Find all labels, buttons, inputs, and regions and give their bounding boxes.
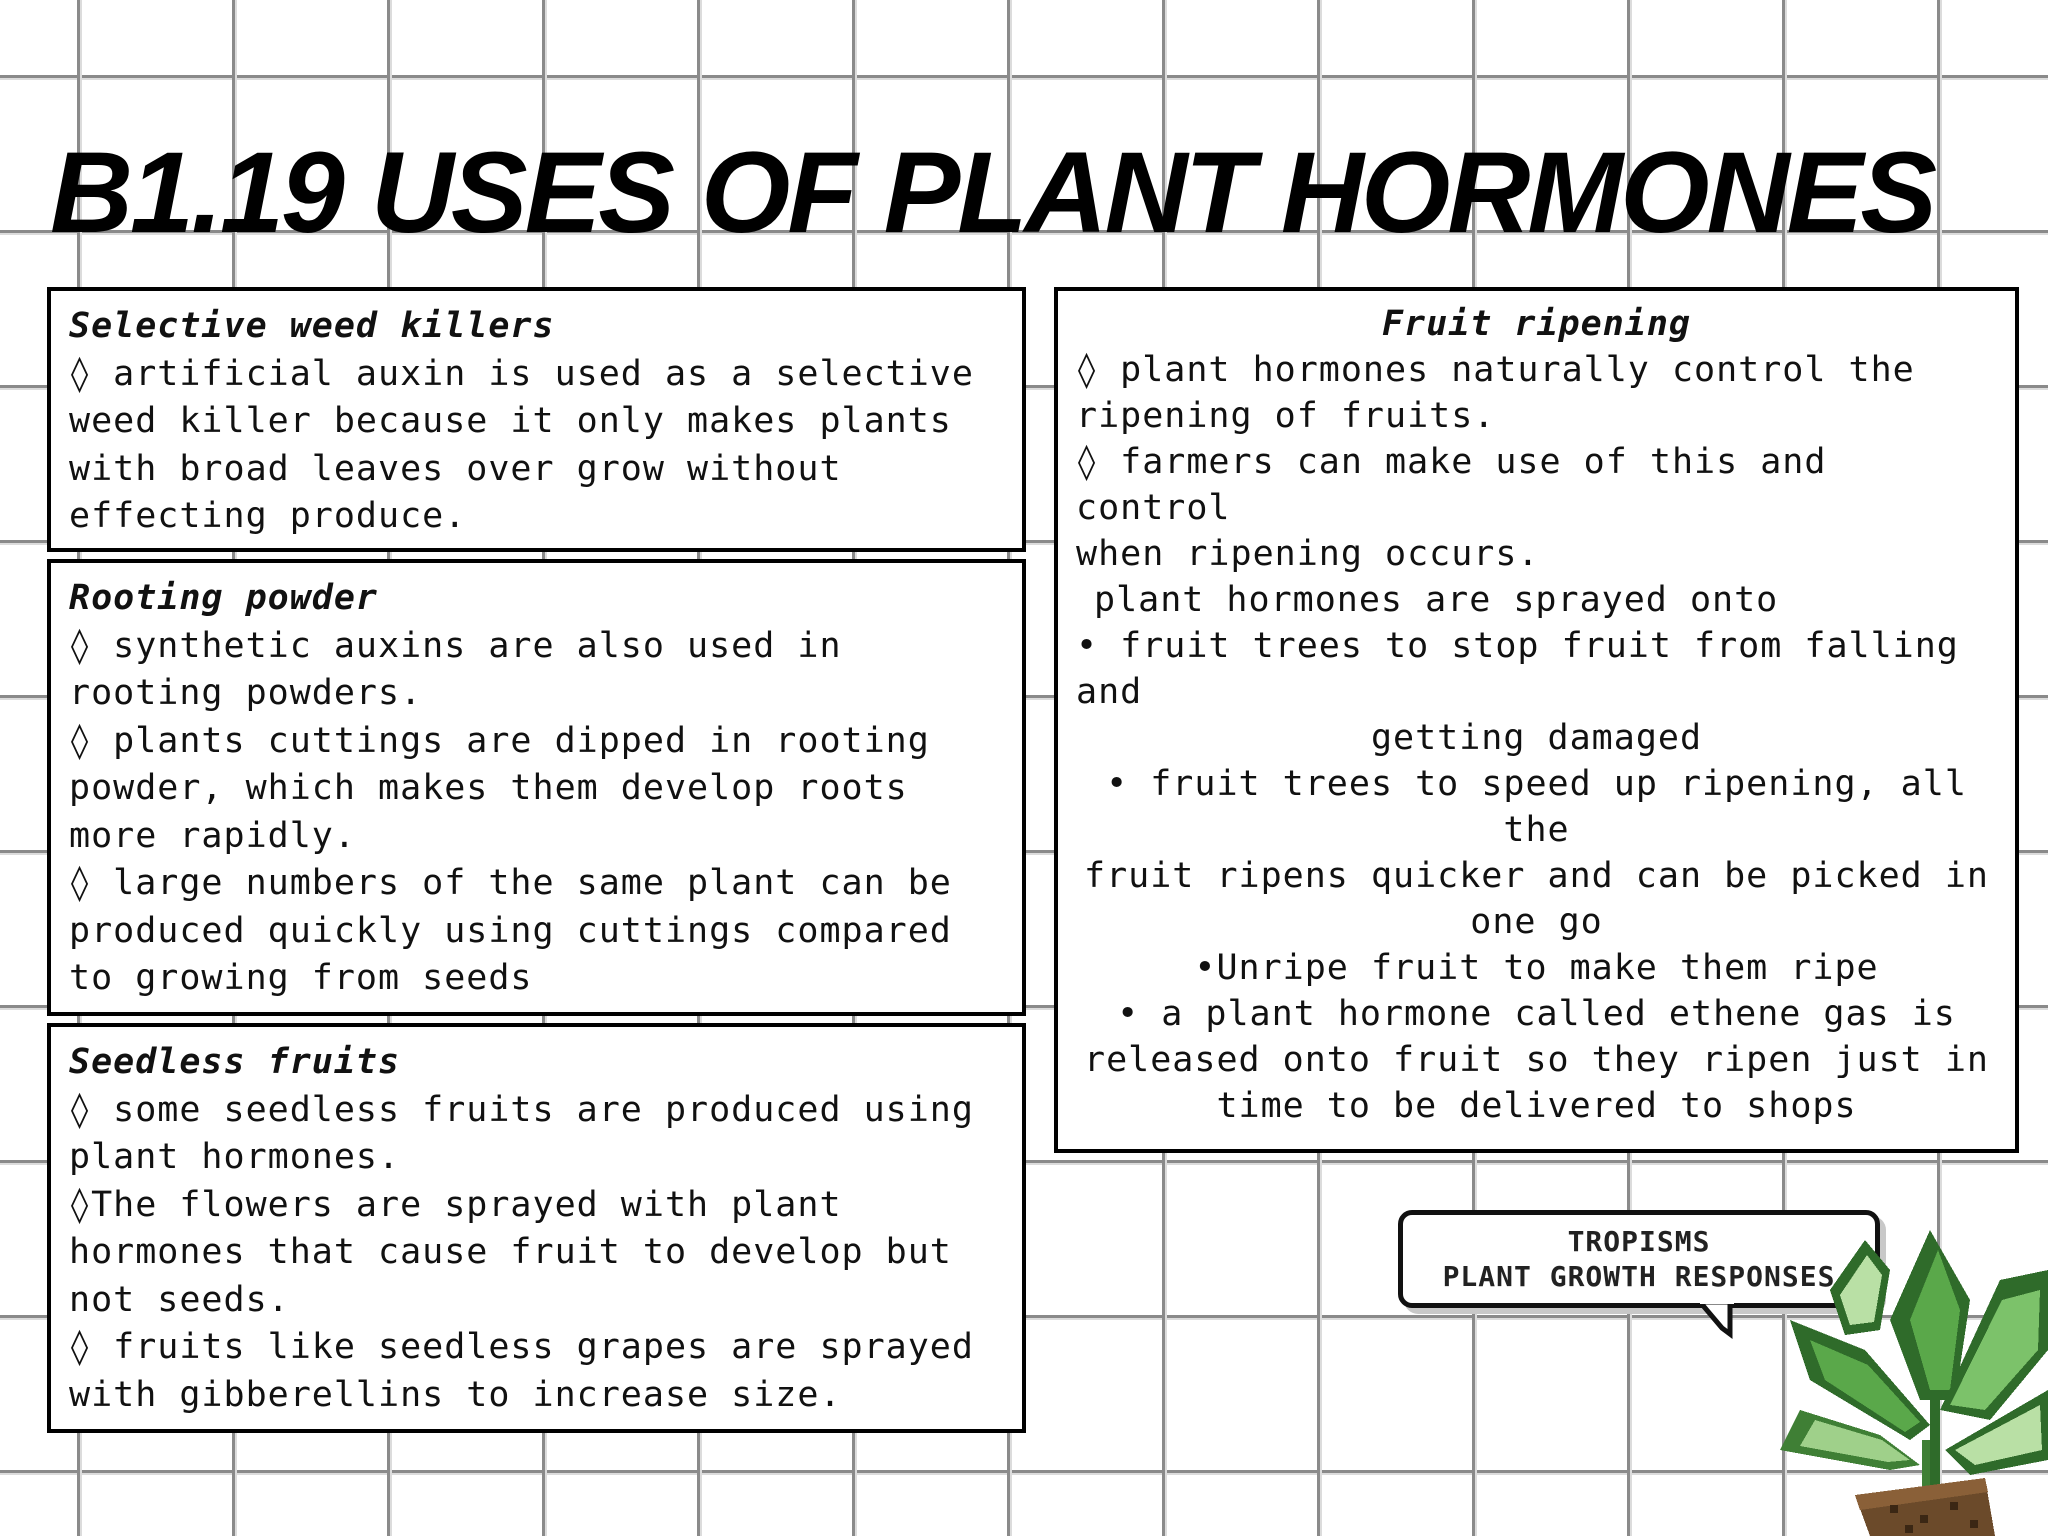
card-line: effecting produce. xyxy=(69,496,467,536)
card-selective-weed-killers xyxy=(47,287,1026,552)
card-line: ◊ plants cuttings are dipped in rooting xyxy=(69,720,930,761)
card-line: ◊ large numbers of the same plant can be xyxy=(69,863,952,903)
plant-pot xyxy=(1855,1478,1995,1536)
card-line: with gibberellins to increase size. xyxy=(69,1374,842,1415)
card-line: • fruit trees to stop fruit from falling and xyxy=(1076,626,1959,712)
card-line: when ripening occurs. xyxy=(1076,534,1540,574)
speech-tail-icon xyxy=(1700,1302,1740,1342)
speech-bubble-line: PLANT GROWTH RESPONSES xyxy=(1442,1260,1836,1293)
card-line: ripening of fruits. xyxy=(1076,396,1496,436)
card-seedless-fruits xyxy=(47,1023,1026,1433)
card-line: powder, which makes them develop roots xyxy=(69,768,908,808)
card-line: ◊ plant hormones naturally control the xyxy=(1076,350,1915,390)
card-line: plant hormones. xyxy=(69,1137,401,1177)
card-line: getting damaged xyxy=(1370,718,1703,758)
card-line: fruit ripens quicker and can be picked in xyxy=(1084,856,1989,896)
card-line: with broad leaves over grow without xyxy=(69,448,842,489)
card-line: ◊ some seedless fruits are produced using xyxy=(69,1089,974,1130)
card-line: weed killer because it only makes plants xyxy=(69,401,952,441)
card-line: rooting powders. xyxy=(69,673,423,713)
card-line: plant hormones are sprayed onto xyxy=(1094,580,1779,620)
plant-leaves xyxy=(1780,1230,2048,1490)
card-line: more rapidly. xyxy=(69,815,356,856)
card-line: one go xyxy=(1470,902,1603,942)
page-title: B1.19 USES OF PLANT HORMONES xyxy=(50,129,1935,257)
card-line: ◊ farmers can make use of this and control xyxy=(1076,442,1827,528)
card-line: •Unripe fruit to make them ripe xyxy=(1194,948,1879,988)
card-line: hormones that cause fruit to develop but xyxy=(69,1232,952,1272)
potted-plant-icon xyxy=(1770,1210,2048,1536)
card-fruit-ripening xyxy=(1054,287,2019,1153)
card-line: time to be delivered to shops xyxy=(1216,1086,1857,1126)
card-line: • fruit trees to speed up ripening, all the xyxy=(1106,764,1967,850)
card-heading: Fruit ripening xyxy=(1381,304,1691,344)
card-line: ◊The flowers are sprayed with plant xyxy=(69,1184,842,1225)
card-heading: Selective weed killers xyxy=(69,306,555,346)
card-heading: Rooting powder xyxy=(69,578,379,618)
card-line: ◊ fruits like seedless grapes are sprayed xyxy=(69,1327,974,1367)
card-line: produced quickly using cuttings compared xyxy=(69,910,952,951)
card-line: ◊ artificial auxin is used as a selective xyxy=(69,353,974,394)
card-line: to growing from seeds xyxy=(69,958,533,998)
card-line: ◊ synthetic auxins are also used in xyxy=(69,625,842,666)
card-line: released onto fruit so they ripen just in xyxy=(1084,1040,1989,1080)
card-line: • a plant hormone called ethene gas is xyxy=(1117,994,1956,1034)
speech-bubble-line: TROPISMS xyxy=(1567,1225,1711,1258)
card-rooting-powder xyxy=(47,559,1026,1016)
card-heading: Seedless fruits xyxy=(69,1042,401,1082)
card-line: not seeds. xyxy=(69,1279,290,1320)
